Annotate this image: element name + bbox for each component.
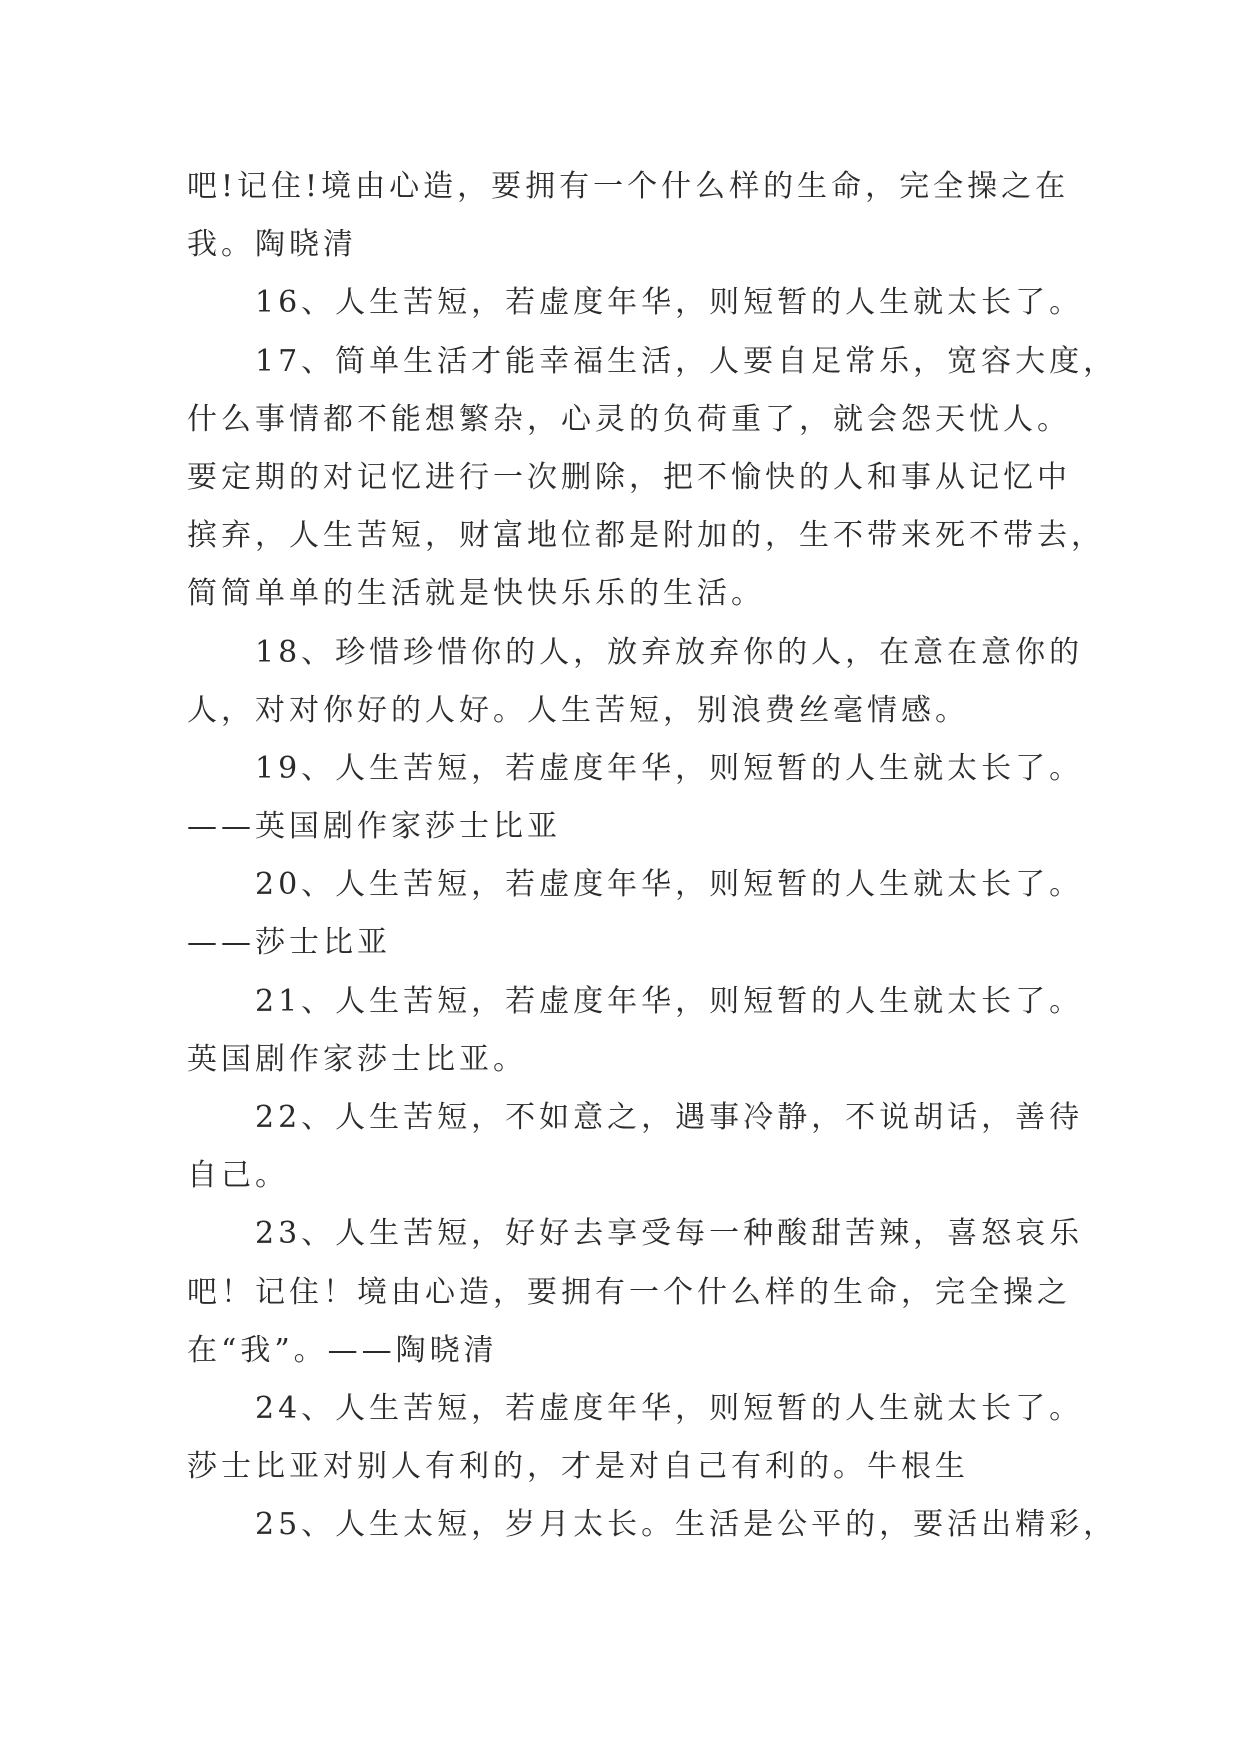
text-line: 英国剧作家莎士比亚。 [187, 1041, 527, 1077]
text-line: 21、人生苦短，若虚度年华，则短暂的人生就太长了。 [255, 983, 1084, 1019]
text-line: 自己。 [187, 1158, 289, 1194]
text-line: 什么事情都不能想繁杂，心灵的负荷重了，就会怨天忧人。 [187, 401, 1071, 437]
text-line: 摈弃，人生苦短，财富地位都是附加的，生不带来死不带去， [187, 518, 1105, 554]
text-line: 我。陶晓清 [187, 227, 357, 263]
paragraph-item-25 [187, 1496, 1118, 1554]
paragraph-item-17 [187, 333, 1118, 624]
text-line: 20、人生苦短，若虚度年华，则短暂的人生就太长了。 [255, 867, 1084, 903]
text-line: 吧!记住!境由心造，要拥有一个什么样的生命，完全操之在 [187, 169, 1070, 204]
paragraph-item-16 [187, 274, 1084, 332]
text-line: ——英国剧作家莎士比亚 [187, 809, 561, 845]
paragraph-item-19 [187, 740, 1084, 856]
text-line: 莎士比亚对别人有利的，才是对自己有利的。牛根生 [187, 1449, 969, 1485]
page-body [187, 158, 1118, 1555]
paragraph-item-21 [187, 973, 1084, 1089]
text-line: 17、简单生活才能幸福生活，人要自足常乐，宽容大度， [255, 343, 1118, 379]
text-line: ——莎士比亚 [187, 925, 391, 961]
text-line: 在“我”。——陶晓清 [187, 1332, 498, 1368]
paragraph-item-24 [187, 1380, 1084, 1496]
text-line: 吧！记住！境由心造，要拥有一个什么样的生命，完全操之 [187, 1274, 1071, 1310]
paragraph-continuation [187, 158, 1070, 274]
paragraph-item-20 [187, 856, 1084, 972]
paragraph-item-22 [187, 1089, 1084, 1205]
text-line: 16、人生苦短，若虚度年华，则短暂的人生就太长了。 [255, 285, 1084, 321]
paragraph-item-23 [187, 1205, 1084, 1380]
text-line: 要定期的对记忆进行一次删除，把不愉快的人和事从记忆中 [187, 459, 1071, 495]
text-line: 简简单单的生活就是快快乐乐的生活。 [187, 576, 765, 612]
text-line: 23、人生苦短，好好去享受每一种酸甜苦辣，喜怒哀乐 [255, 1216, 1084, 1252]
paragraph-item-18 [187, 624, 1084, 740]
text-line: 25、人生太短，岁月太长。生活是公平的，要活出精彩， [255, 1507, 1118, 1543]
text-line: 人，对对你好的人好。人生苦短，别浪费丝毫情感。 [187, 692, 969, 728]
text-line: 22、人生苦短，不如意之，遇事冷静，不说胡话，善待 [255, 1100, 1084, 1135]
text-line: 19、人生苦短，若虚度年华，则短暂的人生就太长了。 [255, 750, 1084, 786]
text-line: 24、人生苦短，若虚度年华，则短暂的人生就太长了。 [255, 1390, 1084, 1426]
text-line: 18、珍惜珍惜你的人，放弃放弃你的人，在意在意你的 [255, 634, 1084, 670]
